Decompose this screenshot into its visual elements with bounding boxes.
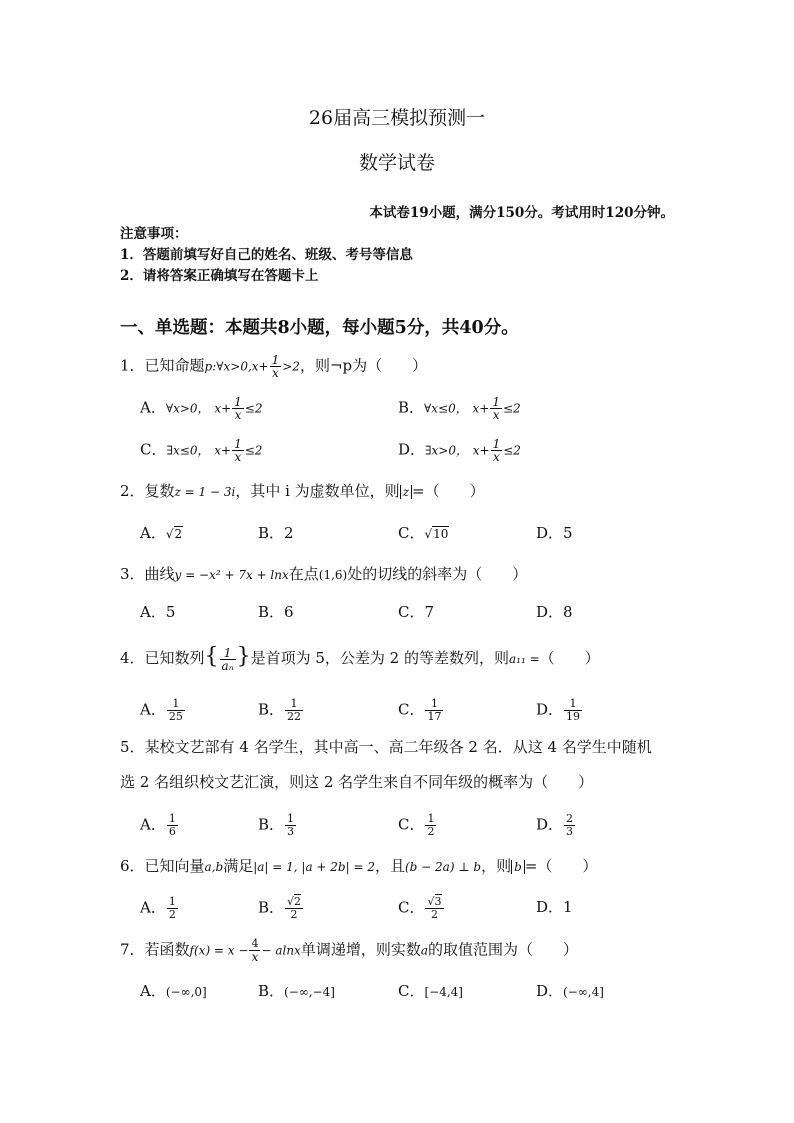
q6-option-b[interactable]: B． $\frac{√2}{2}$ xyxy=(258,895,302,921)
q7-option-c[interactable]: C．[−4,4] xyxy=(398,982,463,1000)
question-3: 3．曲线y = −x² + 7x + lnx在点(1,6)处的切线的斜率为（ ） xyxy=(120,565,528,583)
q6-option-c[interactable]: C． $\frac{√3}{2}$ xyxy=(398,895,442,921)
q1-math: p:∀x>0,x+ xyxy=(204,359,269,374)
question-5-line-1: 5．某校文艺部有 4 名学生，其中高一、高二年级各 2 名．从这 4 名学生中随机 xyxy=(120,738,652,756)
q1-tail: ，则¬p为（ ） xyxy=(299,356,428,375)
q5-option-b[interactable]: B． $\frac{1}{3}$ xyxy=(258,812,295,838)
exam-info: 本试卷19小题，满分150分。考试用时120分钟。 xyxy=(369,205,674,221)
question-7: 7．若函数f(x) = x − $\frac{4}{x}$ − alnx单调递增，则实数a的取值范围为（ ） xyxy=(120,937,578,964)
q4-option-c[interactable]: C． $\frac{1}{17}$ xyxy=(398,697,442,723)
question-6: 6．已知向量a,b满足|a| = 1, |a + 2b| = 2，且(b − 2a) ⊥ b，则 b =（ ） xyxy=(120,857,598,875)
q6-option-a[interactable]: A． $\frac{1}{2}$ xyxy=(140,895,176,921)
q6-option-d[interactable]: D．1 xyxy=(536,898,573,916)
q3-option-c[interactable]: C．7 xyxy=(398,603,435,621)
q7-option-d[interactable]: D．(−∞,4] xyxy=(536,982,604,1000)
q2-option-d[interactable]: D．5 xyxy=(536,524,573,542)
notes-heading: 注意事项： xyxy=(120,226,188,242)
exam-title: 26届高三模拟预测一 xyxy=(308,107,486,129)
q1-fraction: $\frac{1}{x}$ xyxy=(271,353,280,380)
note-item-2: 2．请将答案正确填写在答题卡上 xyxy=(120,268,319,284)
q4-option-a[interactable]: A． $\frac{1}{25}$ xyxy=(140,697,183,723)
q3-option-d[interactable]: D．8 xyxy=(536,603,573,621)
q2-option-b[interactable]: B．2 xyxy=(258,524,294,542)
q2-option-a[interactable]: A．√2 xyxy=(140,524,183,542)
q1-option-a[interactable]: A．∀x>0， x+ $\frac{1}{x}$ ≤2 xyxy=(140,395,263,422)
q1-math-suffix: >2 xyxy=(282,359,300,374)
question-1 xyxy=(120,354,427,379)
note-item-1: 1．答题前填写好自己的姓名、班级、考号等信息 xyxy=(120,247,413,263)
q5-option-d[interactable]: D． $\frac{2}{3}$ xyxy=(536,812,574,838)
q7-option-b[interactable]: B．(−∞,−4] xyxy=(258,982,335,1000)
section-title: 一、单选题：本题共8小题，每小题5分，共40分。 xyxy=(120,318,519,338)
exam-subtitle: 数学试卷 xyxy=(358,152,435,174)
q5-option-c[interactable]: C． $\frac{1}{2}$ xyxy=(398,812,435,838)
q3-option-b[interactable]: B．6 xyxy=(258,603,294,621)
q4-option-b[interactable]: B． $\frac{1}{22}$ xyxy=(258,697,302,723)
q1-option-d[interactable]: D．∃x>0， x+ $\frac{1}{x}$ ≤2 xyxy=(398,437,521,464)
q5-option-a[interactable]: A． $\frac{1}{6}$ xyxy=(140,812,176,838)
q1-option-b[interactable]: B．∀x≤0， x+ $\frac{1}{x}$ ≤2 xyxy=(398,395,521,422)
question-5-line-2: 选 2 名组织校文艺汇演，则这 2 名学生来自不同年级的概率为（ ） xyxy=(120,773,594,791)
q7-option-a[interactable]: A．(−∞,0] xyxy=(140,982,207,1000)
q3-option-a[interactable]: A．5 xyxy=(140,603,176,621)
question-4: 4．已知数列{ $\frac{1}{\text{aₙ}}$ }是首项为 5，公差为 2 的等差数列，则a₁₁ =（ ） xyxy=(120,644,600,673)
q4-option-d[interactable]: D． $\frac{1}{19}$ xyxy=(536,697,581,723)
question-2: 2．复数z = 1 − 3i，其中 i 为虚数单位，则 z =（ ） xyxy=(120,482,485,500)
q1-option-c[interactable]: C．∃x≤0， x+ $\frac{1}{x}$ ≤2 xyxy=(140,437,263,464)
q2-option-c[interactable]: C．√10 xyxy=(398,524,449,542)
q1-prefix: 1．已知命题 xyxy=(120,356,205,375)
